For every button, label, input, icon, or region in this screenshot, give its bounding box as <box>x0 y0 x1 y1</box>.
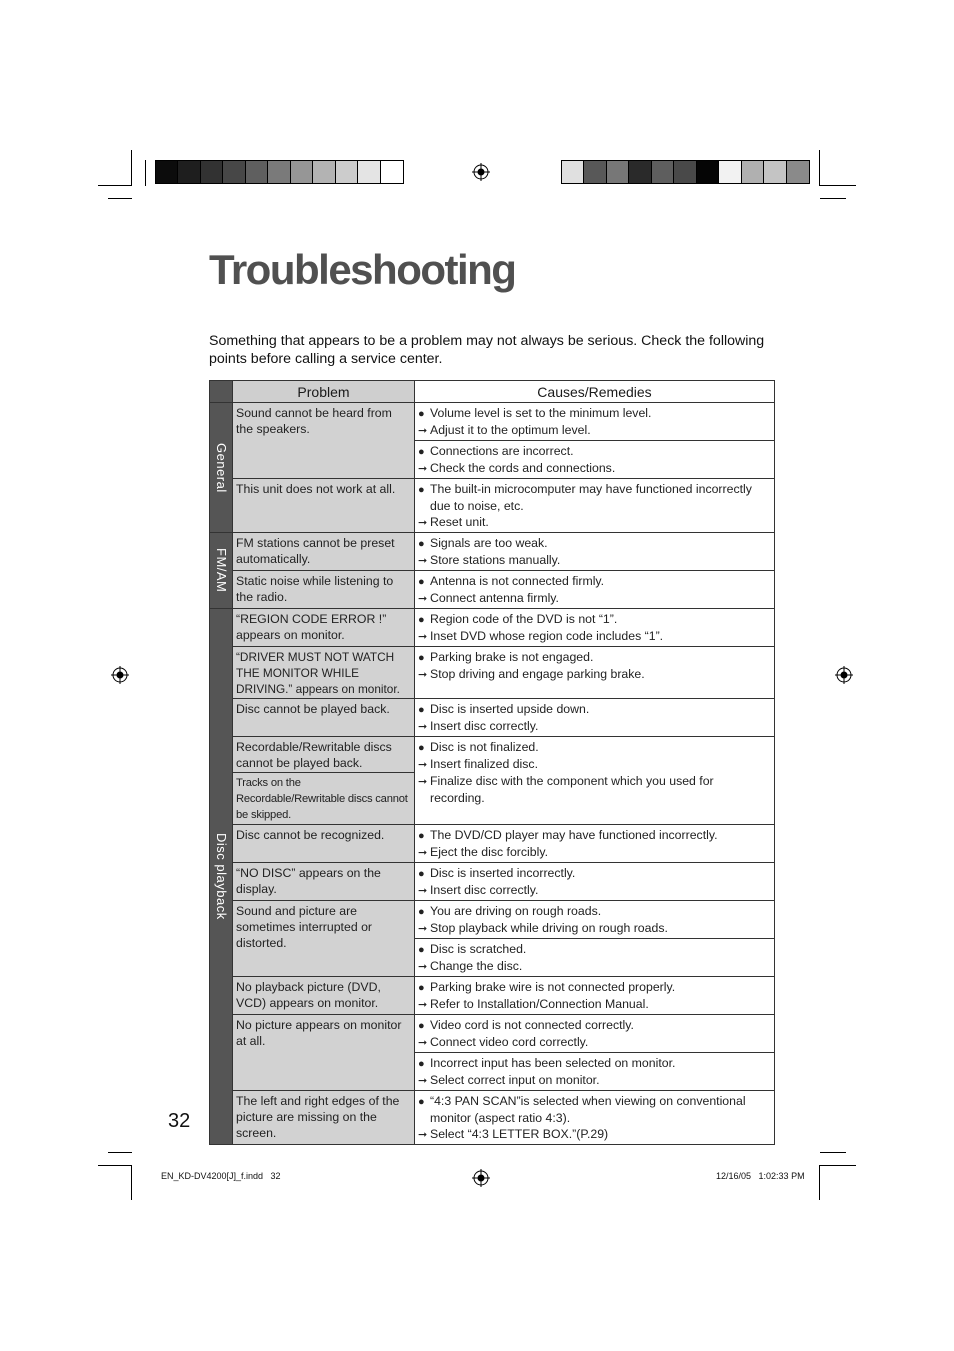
cause-text: Disc is scratched. <box>430 942 527 956</box>
registration-mark-icon <box>472 1169 490 1187</box>
color-swatch <box>223 161 245 183</box>
cause-line <box>418 649 771 666</box>
cause-cell <box>415 699 775 737</box>
crop-mark <box>108 198 132 199</box>
color-swatch <box>268 161 290 183</box>
table-row <box>210 571 775 609</box>
intro-paragraph: Something that appears to be a problem may not always be serious. Check the following points before calling a service center. <box>209 333 765 367</box>
remedy-text: Insert finalized disc. <box>430 757 538 771</box>
cause-text: Parking brake wire is not connected properly. <box>430 980 676 994</box>
cause-cell <box>415 571 775 609</box>
table-row <box>210 403 775 441</box>
problem-cell <box>233 403 415 479</box>
crop-mark <box>820 185 856 186</box>
remedy-line <box>418 996 771 1013</box>
cause-line <box>418 1055 771 1072</box>
arrow-right-icon: ➞ <box>418 759 428 771</box>
footer-timestamp: 12/16/05 1:02:33 PM <box>716 1171 805 1181</box>
cause-line <box>418 903 771 920</box>
problem-cell <box>233 737 415 773</box>
color-swatch <box>652 161 674 183</box>
bullet-icon: ● <box>418 576 425 588</box>
problem-cell <box>233 571 415 609</box>
remedy-line <box>418 552 771 569</box>
color-swatch <box>562 161 584 183</box>
arrow-right-icon: ➞ <box>418 923 428 935</box>
remedy-text: Adjust it to the optimum level. <box>430 423 591 437</box>
table-row <box>210 1015 775 1053</box>
remedy-line <box>418 628 771 645</box>
bullet-icon: ● <box>418 614 425 626</box>
crop-mark <box>820 198 846 199</box>
remedy-line <box>418 1072 771 1089</box>
remedy-text: Inset DVD whose region code includes “1”. <box>430 629 664 643</box>
header-problem: Problem <box>233 381 415 403</box>
problem-cell <box>233 609 415 647</box>
remedy-text: Finalize disc with the component which you used for recording. <box>430 774 714 805</box>
problem-cell <box>233 773 415 825</box>
remedy-text: Stop playback while driving on rough roads. <box>430 921 668 935</box>
color-swatch <box>156 161 178 183</box>
arrow-right-icon: ➞ <box>418 776 428 788</box>
cause-text: Parking brake is not engaged. <box>430 650 594 664</box>
cause-line <box>418 573 771 590</box>
remedy-text: Select correct input on monitor. <box>430 1073 600 1087</box>
category-fmam <box>210 533 233 609</box>
cause-line <box>418 701 771 718</box>
arrow-right-icon: ➞ <box>418 517 428 529</box>
cause-cell <box>415 825 775 863</box>
color-swatch <box>674 161 696 183</box>
remedy-line <box>418 1126 771 1143</box>
color-swatch <box>584 161 606 183</box>
cause-cell <box>415 737 775 825</box>
cause-text: Incorrect input has been selected on monitor. <box>430 1056 676 1070</box>
problem-text: “REGION CODE ERROR !” appears on monitor. <box>236 612 387 642</box>
problem-text: FM stations cannot be preset automatically. <box>236 536 395 566</box>
arrow-right-icon: ➞ <box>418 1075 428 1087</box>
color-swatch <box>629 161 651 183</box>
cause-line <box>418 443 771 460</box>
color-swatch <box>787 161 809 183</box>
remedy-line <box>418 756 771 773</box>
problem-text: “NO DISC” appears on the display. <box>236 866 381 896</box>
problem-cell <box>233 699 415 737</box>
remedy-text: Select “4:3 LETTER BOX.”(P.29) <box>430 1127 609 1141</box>
remedy-line <box>418 422 771 439</box>
category-label: General <box>214 442 229 493</box>
remedy-text: Eject the disc forcibly. <box>430 845 549 859</box>
problem-cell <box>233 863 415 901</box>
cause-cell <box>415 939 775 977</box>
troubleshooting-table <box>209 380 775 1145</box>
bullet-icon: ● <box>418 868 425 880</box>
remedy-text: Connect antenna firmly. <box>430 591 559 605</box>
color-swatch <box>764 161 786 183</box>
bullet-icon: ● <box>418 652 425 664</box>
cause-text: The built-in microcomputer may have functioned incorrectly due to noise, etc. <box>430 482 752 513</box>
crop-mark <box>819 150 820 186</box>
arrow-right-icon: ➞ <box>418 961 428 973</box>
arrow-right-icon: ➞ <box>418 425 428 437</box>
color-swatch <box>697 161 719 183</box>
remedy-line <box>418 460 771 477</box>
problem-cell <box>233 1015 415 1091</box>
remedy-line <box>418 958 771 975</box>
crop-mark <box>98 1165 132 1166</box>
arrow-right-icon: ➞ <box>418 593 428 605</box>
table-row <box>210 609 775 647</box>
problem-text: No picture appears on monitor at all. <box>236 1018 402 1048</box>
table-row <box>210 699 775 737</box>
remedy-line <box>418 514 771 531</box>
crop-mark <box>98 185 132 186</box>
arrow-right-icon: ➞ <box>418 999 428 1011</box>
cause-line <box>418 827 771 844</box>
remedy-line <box>418 666 771 683</box>
page-number: 32 <box>168 1110 191 1132</box>
color-swatch <box>246 161 268 183</box>
arrow-right-icon: ➞ <box>418 1037 428 1049</box>
cause-text: Antenna is not connected firmly. <box>430 574 605 588</box>
table-row <box>210 863 775 901</box>
problem-cell <box>233 533 415 571</box>
cause-text: Connections are incorrect. <box>430 444 574 458</box>
bullet-icon: ● <box>418 944 425 956</box>
cause-cell <box>415 1015 775 1053</box>
registration-mark-icon <box>111 666 129 684</box>
problem-text: Disc cannot be played back. <box>236 702 390 716</box>
problem-text: Recordable/Rewritable discs cannot be played back. <box>236 740 392 770</box>
bullet-icon: ● <box>418 484 425 496</box>
bullet-icon: ● <box>418 1096 425 1108</box>
cause-cell <box>415 647 775 699</box>
remedy-text: Stop driving and engage parking brake. <box>430 667 645 681</box>
bullet-icon: ● <box>418 1058 425 1070</box>
arrow-right-icon: ➞ <box>418 721 428 733</box>
cause-text: The DVD/CD player may have functioned incorrectly. <box>430 828 718 842</box>
remedy-line <box>418 844 771 861</box>
cause-cell <box>415 403 775 441</box>
table-row <box>210 901 775 939</box>
problem-text: Sound and picture are sometimes interrupted or distorted. <box>236 904 373 950</box>
header-corner <box>210 381 233 403</box>
remedy-line <box>418 920 771 937</box>
bullet-icon: ● <box>418 742 425 754</box>
cause-text: Disc is inserted incorrectly. <box>430 866 576 880</box>
cause-text: Volume level is set to the minimum level. <box>430 406 652 420</box>
cause-line <box>418 535 771 552</box>
cause-text: Disc is inserted upside down. <box>430 702 590 716</box>
color-swatch <box>607 161 629 183</box>
cause-text: Disc is not finalized. <box>430 740 539 754</box>
remedy-text: Store stations manually. <box>430 553 561 567</box>
color-swatch <box>742 161 764 183</box>
cause-line <box>418 1017 771 1034</box>
remedy-line <box>418 718 771 735</box>
color-swatch <box>358 161 380 183</box>
cause-text: You are driving on rough roads. <box>430 904 602 918</box>
cause-text: “4:3 PAN SCAN”is selected when viewing on conventional monitor (aspect ratio 4:3). <box>430 1094 746 1125</box>
crop-mark <box>131 1165 132 1200</box>
header-causes: Causes/Remedies <box>415 381 775 403</box>
arrow-right-icon: ➞ <box>418 463 428 475</box>
registration-mark-icon <box>472 163 490 181</box>
cause-cell <box>415 1091 775 1145</box>
remedy-line <box>418 882 771 899</box>
color-swatch <box>178 161 200 183</box>
table-row <box>210 977 775 1015</box>
cause-text: Region code of the DVD is not “1”. <box>430 612 618 626</box>
remedy-line <box>418 773 771 806</box>
cause-line <box>418 941 771 958</box>
category-label: Disc playback <box>214 833 229 920</box>
remedy-line <box>418 590 771 607</box>
problem-cell <box>233 825 415 863</box>
color-swatch <box>313 161 335 183</box>
color-calibration-bar-right <box>561 160 810 184</box>
table-row <box>210 647 775 699</box>
cause-cell <box>415 863 775 901</box>
remedy-text: Insert disc correctly. <box>430 883 539 897</box>
color-swatch <box>381 161 403 183</box>
crop-mark <box>820 1152 846 1153</box>
cause-cell <box>415 479 775 533</box>
problem-cell <box>233 977 415 1015</box>
bullet-icon: ● <box>418 446 425 458</box>
remedy-text: Check the cords and connections. <box>430 461 616 475</box>
cause-line <box>418 865 771 882</box>
color-swatch <box>719 161 741 183</box>
problem-text: Tracks on the Recordable/Rewritable discs cannot be skipped. <box>236 777 408 821</box>
table-header-row <box>210 381 775 403</box>
table-row <box>210 533 775 571</box>
cause-cell <box>415 901 775 939</box>
crop-mark <box>145 160 146 186</box>
arrow-right-icon: ➞ <box>418 885 428 897</box>
remedy-text: Change the disc. <box>430 959 523 973</box>
table-row <box>210 825 775 863</box>
cause-line <box>418 405 771 422</box>
problem-text: “DRIVER MUST NOT WATCH THE MONITOR WHILE DRIVING.” appears on monitor. <box>236 650 400 696</box>
cause-cell <box>415 533 775 571</box>
arrow-right-icon: ➞ <box>418 847 428 859</box>
color-swatch <box>291 161 313 183</box>
remedy-text: Connect video cord correctly. <box>430 1035 589 1049</box>
footer-filename: EN_KD-DV4200[J]_f.indd 32 <box>161 1171 281 1181</box>
cause-text: Video cord is not connected correctly. <box>430 1018 634 1032</box>
problem-cell <box>233 479 415 533</box>
category-general <box>210 403 233 533</box>
table-row <box>210 479 775 533</box>
problem-text: This unit does not work at all. <box>236 482 396 496</box>
crop-mark <box>819 1165 820 1200</box>
table-row <box>210 1091 775 1145</box>
cause-line <box>418 979 771 996</box>
remedy-text: Insert disc correctly. <box>430 719 539 733</box>
arrow-right-icon: ➞ <box>418 669 428 681</box>
problem-text: Disc cannot be recognized. <box>236 828 385 842</box>
arrow-right-icon: ➞ <box>418 631 428 643</box>
bullet-icon: ● <box>418 906 425 918</box>
crop-mark <box>131 150 132 186</box>
bullet-icon: ● <box>418 704 425 716</box>
cause-cell <box>415 609 775 647</box>
arrow-right-icon: ➞ <box>418 1129 428 1141</box>
registration-mark-icon <box>835 666 853 684</box>
bullet-icon: ● <box>418 830 425 842</box>
cause-line <box>418 1093 771 1126</box>
cause-cell <box>415 977 775 1015</box>
bullet-icon: ● <box>418 1020 425 1032</box>
bullet-icon: ● <box>418 408 425 420</box>
category-label: FM/AM <box>214 548 229 593</box>
cause-cell <box>415 1053 775 1091</box>
problem-cell <box>233 1091 415 1145</box>
problem-text: The left and right edges of the picture are missing on the screen. <box>236 1094 400 1140</box>
color-swatch <box>201 161 223 183</box>
cause-line <box>418 481 771 514</box>
color-swatch <box>336 161 358 183</box>
remedy-text: Reset unit. <box>430 515 489 529</box>
problem-cell <box>233 647 415 699</box>
problem-cell <box>233 901 415 977</box>
bullet-icon: ● <box>418 538 425 550</box>
crop-mark <box>108 1152 132 1153</box>
page-title: Troubleshooting <box>209 246 516 293</box>
problem-text: No playback picture (DVD, VCD) appears on monitor. <box>236 980 381 1010</box>
cause-text: Signals are too weak. <box>430 536 548 550</box>
cause-line <box>418 611 771 628</box>
problem-text: Sound cannot be heard from the speakers. <box>236 406 392 436</box>
cause-line <box>418 739 771 756</box>
category-disc-playback <box>210 609 233 1145</box>
table-row <box>210 737 775 773</box>
arrow-right-icon: ➞ <box>418 555 428 567</box>
cause-cell <box>415 441 775 479</box>
color-calibration-bar-left <box>155 160 404 184</box>
problem-text: Static noise while listening to the radio. <box>236 574 394 604</box>
remedy-text: Refer to Installation/Connection Manual. <box>430 997 649 1011</box>
crop-mark <box>820 1165 856 1166</box>
bullet-icon: ● <box>418 982 425 994</box>
remedy-line <box>418 1034 771 1051</box>
